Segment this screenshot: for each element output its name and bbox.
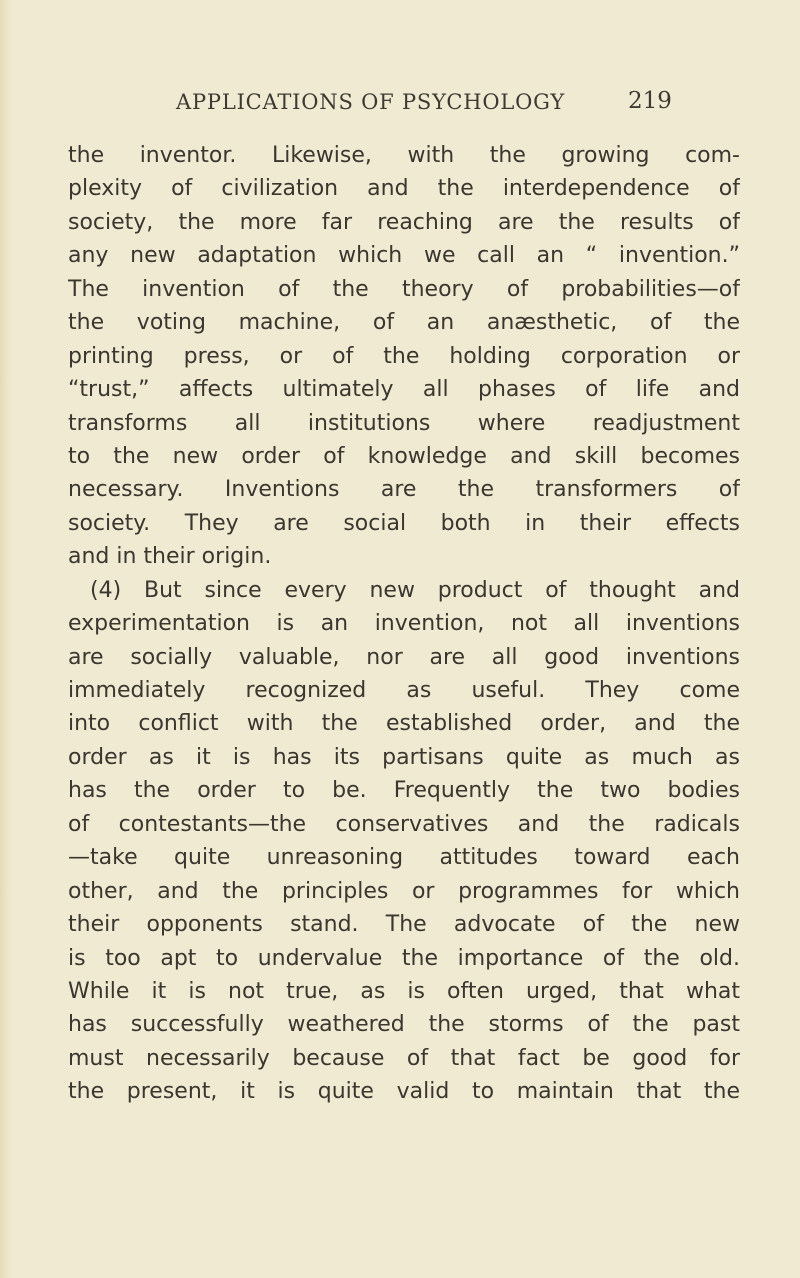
text-line: society. They are social both in their effects xyxy=(68,510,740,536)
text-line: of contestants—the conservatives and the radicals xyxy=(68,811,740,837)
text-line: experimentation is an invention, not all inventions xyxy=(68,611,740,637)
body-text xyxy=(68,139,740,1109)
page-number: 219 xyxy=(628,88,672,114)
text-line: the voting machine, of an anæsthetic, of the xyxy=(68,310,740,336)
text-line: While it is not true, as is often urged, that what xyxy=(68,978,740,1004)
running-header: APPLICATIONS OF PSYCHOLOGY xyxy=(176,90,566,114)
text-line: the inventor. Likewise, with the growing com- xyxy=(68,143,740,168)
paragraph-end-line: and in their origin. xyxy=(68,544,272,570)
text-line: must necessarily because of that fact be good for xyxy=(68,1045,740,1071)
paragraph-start-line: (4) But since every new product of thought and xyxy=(90,577,740,603)
text-line: order as it is has its partisans quite as much as xyxy=(68,744,740,770)
text-line: transforms all institutions where readjustment xyxy=(68,410,740,436)
text-line: “trust,” affects ultimately all phases of life and xyxy=(68,377,740,403)
text-line: immediately recognized as useful. They come xyxy=(68,678,740,703)
page-edge xyxy=(0,0,14,1278)
text-line: is too apt to undervalue the importance of the old. xyxy=(68,945,740,971)
text-line: The invention of the theory of probabilities—of xyxy=(68,276,740,302)
text-line: has successfully weathered the storms of the past xyxy=(68,1012,740,1038)
text-line: printing press, or of the holding corporation or xyxy=(68,343,740,369)
text-line: the present, it is quite valid to maintain that the xyxy=(68,1079,740,1105)
text-line: other, and the principles or programmes for which xyxy=(68,878,740,904)
text-line: necessary. Inventions are the transformers of xyxy=(68,477,740,503)
text-line: society, the more far reaching are the results of xyxy=(68,209,740,235)
text-line: has the order to be. Frequently the two bodies xyxy=(68,778,740,804)
text-line: plexity of civilization and the interdependence of xyxy=(68,176,740,202)
text-line: are socially valuable, nor are all good inventions xyxy=(68,644,740,670)
text-line: into conflict with the established order, and the xyxy=(68,711,740,737)
text-line: —take quite unreasoning attitudes toward each xyxy=(68,845,740,871)
text-line: any new adaptation which we call an “ invention.” xyxy=(68,243,740,269)
text-line: to the new order of knowledge and skill becomes xyxy=(68,443,740,469)
text-line: their opponents stand. The advocate of the new xyxy=(68,912,740,938)
